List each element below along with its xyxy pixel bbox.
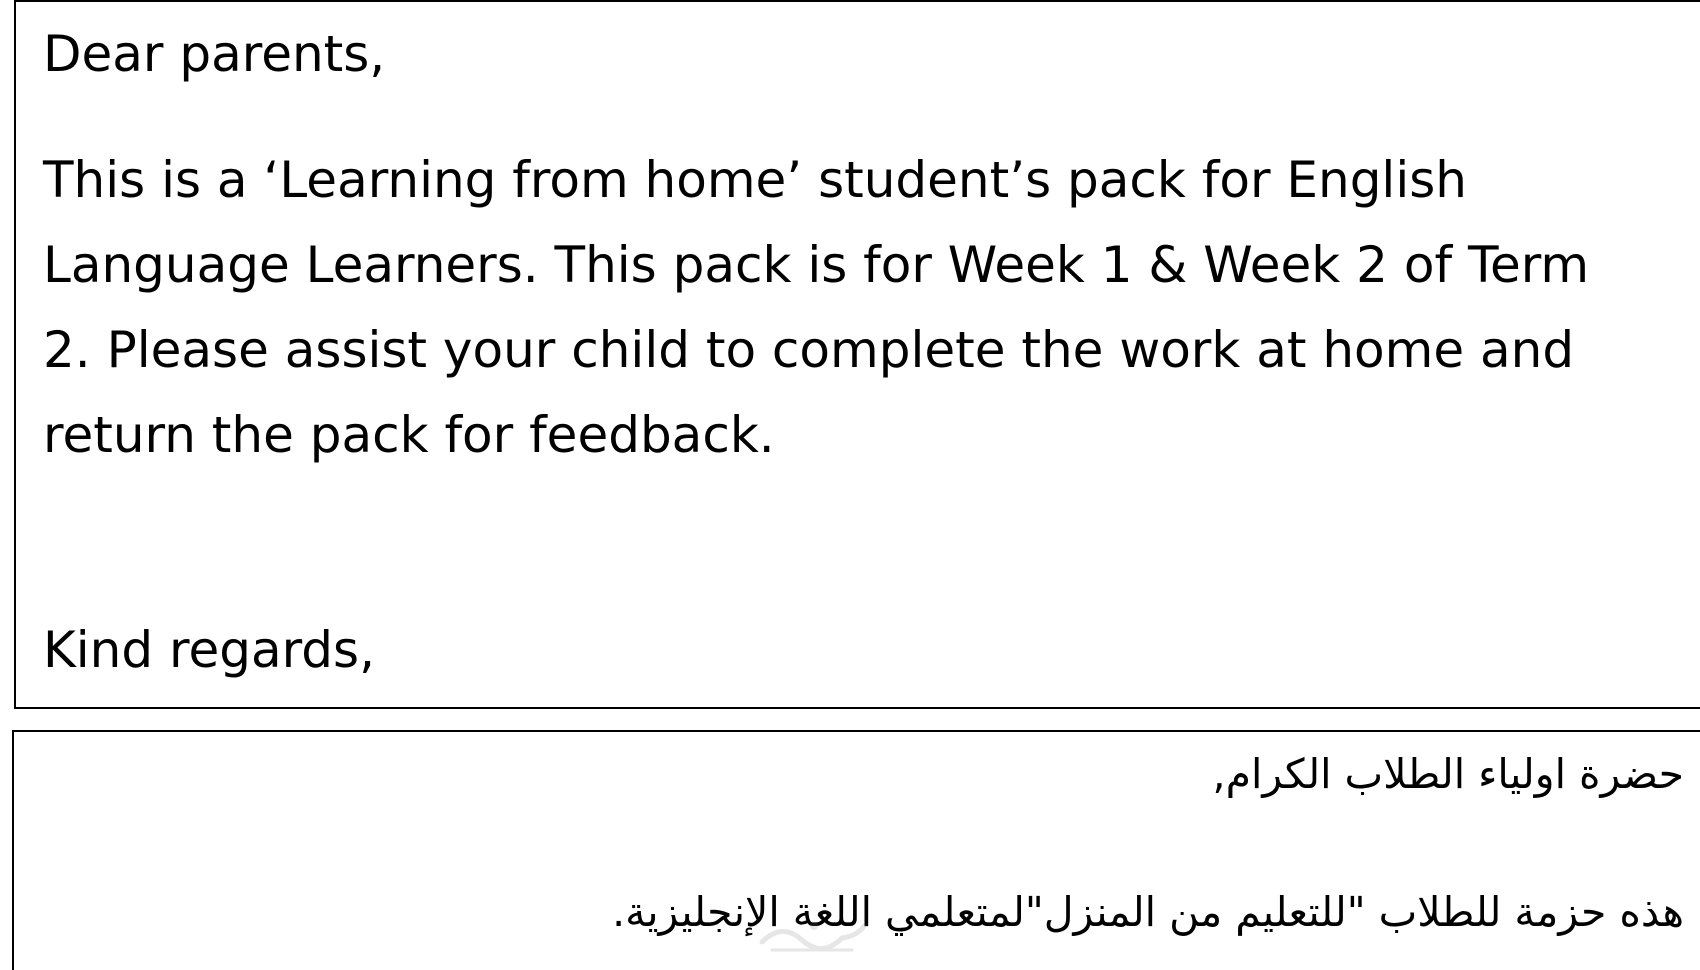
watermark-logo	[752, 912, 872, 958]
english-body-line: This is a ‘Learning from home’ student’s pack for English	[43, 151, 1467, 209]
english-body-line: Language Learners. This pack is for Week 1 & Week 2 of Term	[43, 236, 1590, 294]
english-greeting: Dear parents,	[43, 25, 386, 83]
english-closing: Kind regards,	[43, 621, 375, 679]
english-body-line: 2. Please assist your child to complete the work at home and	[43, 321, 1575, 379]
english-body-paragraph	[43, 138, 1683, 478]
english-notice-box	[14, 0, 1700, 709]
arabic-body-line: هذه حزمة للطلاب "للتعليم من المنزل"لمتعلمي اللغة الإنجليزية.	[612, 888, 1684, 936]
english-body-line: return the pack for feedback.	[43, 406, 775, 464]
arabic-greeting: حضرة اولياء الطلاب الكرام,	[1212, 750, 1684, 798]
